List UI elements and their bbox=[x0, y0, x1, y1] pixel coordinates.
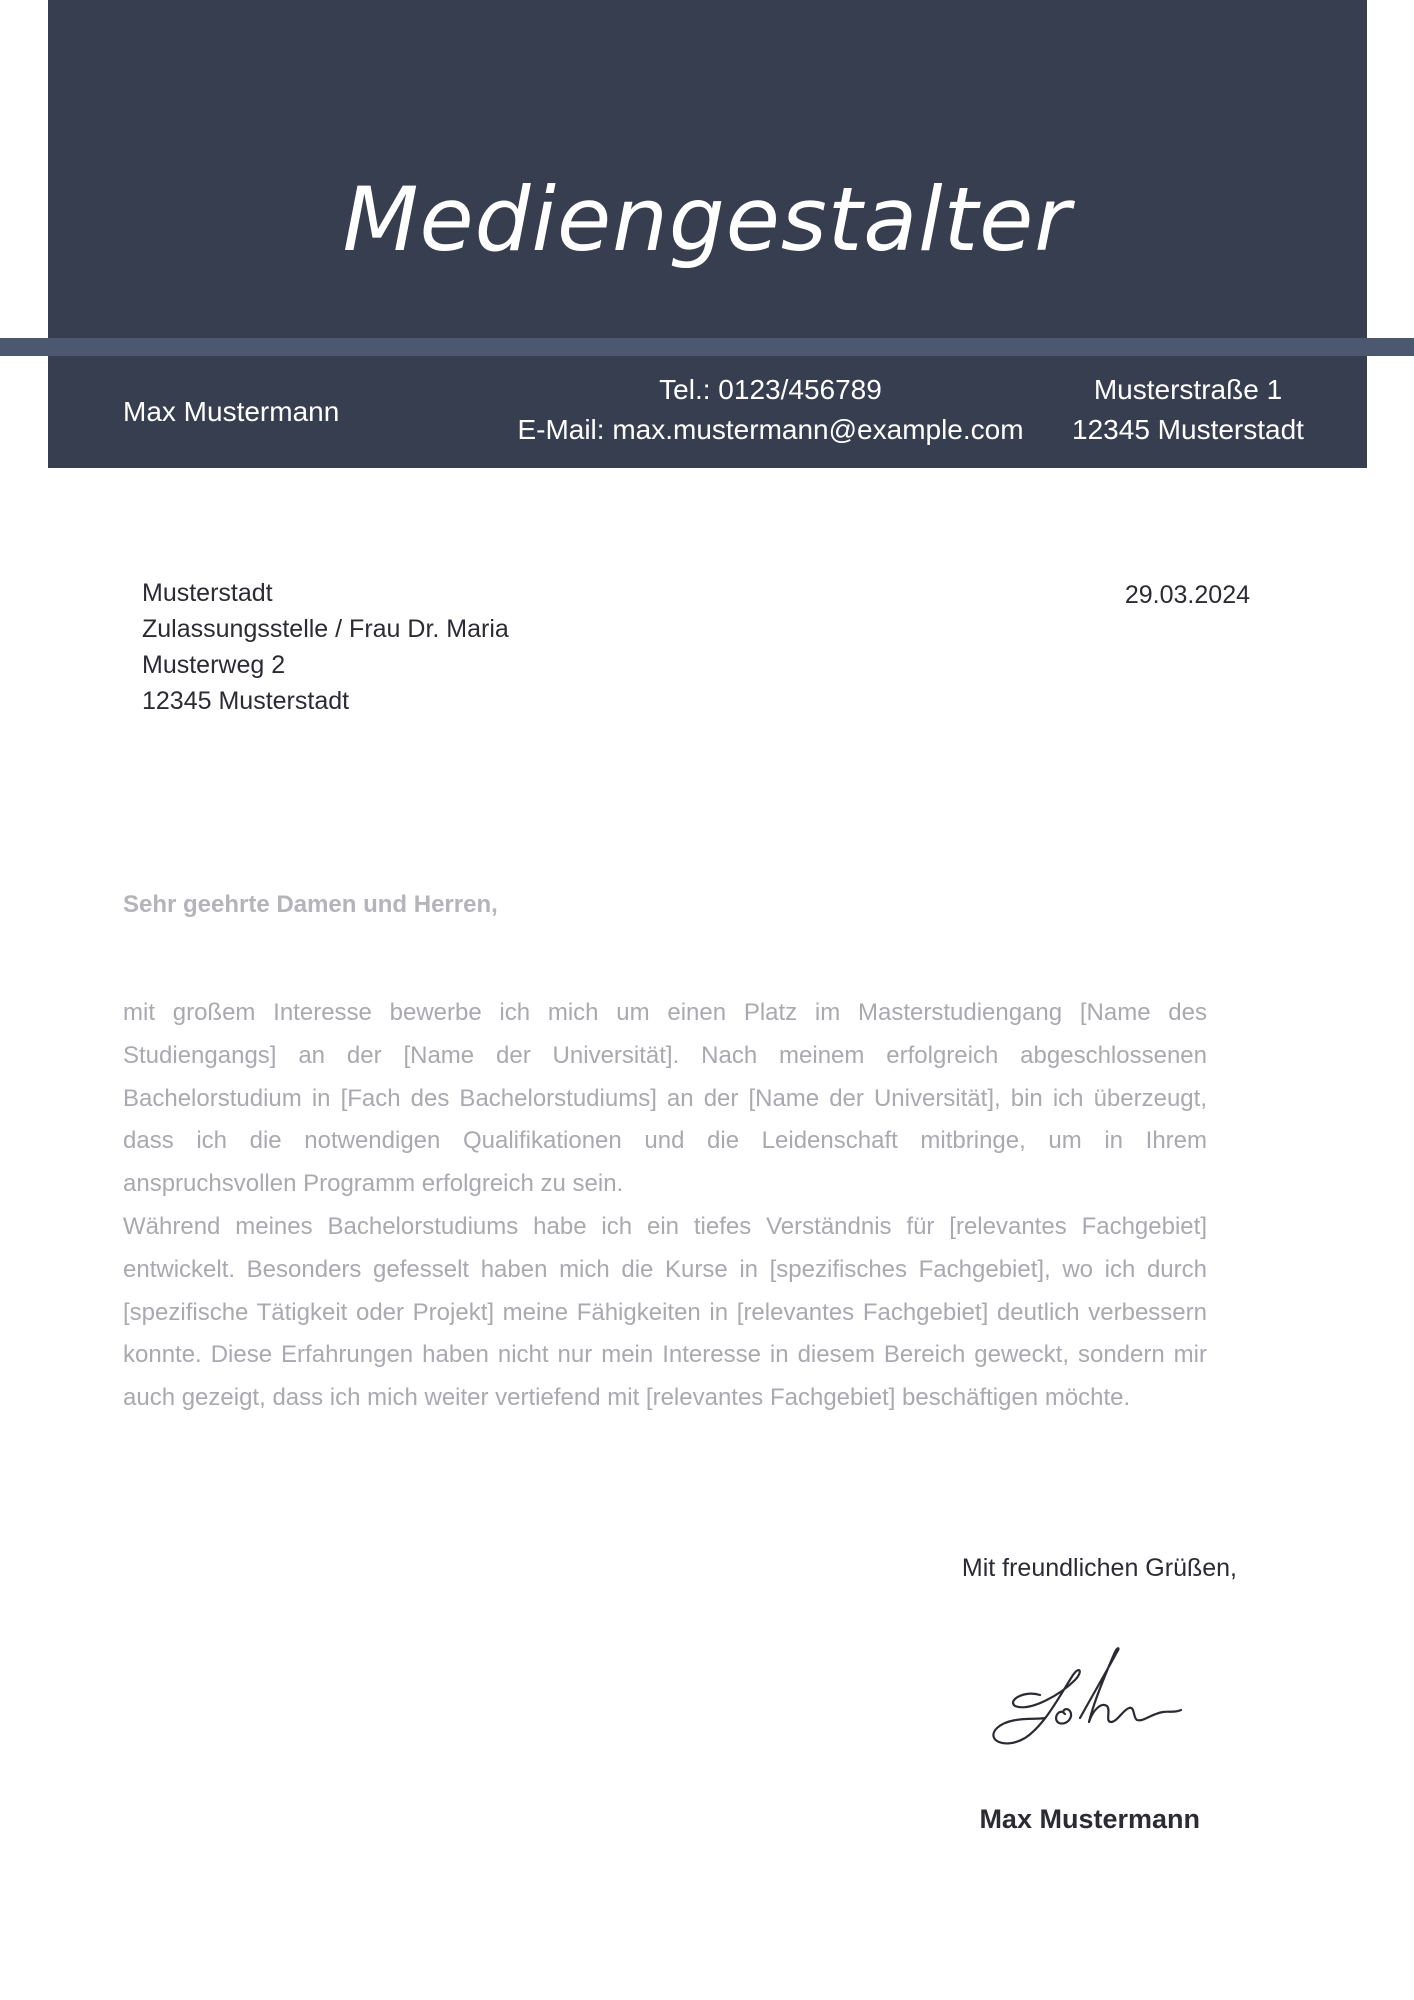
contact-address bbox=[1038, 370, 1338, 450]
contact-phone: Tel.: 0123/456789 bbox=[659, 374, 882, 405]
contact-street: Musterstraße 1 bbox=[1093, 374, 1283, 405]
sender-name: Max Mustermann bbox=[979, 1804, 1200, 1834]
contact-name: Max Mustermann bbox=[123, 396, 340, 427]
contact-email: E-Mail: max.mustermann@example.com bbox=[517, 414, 1024, 445]
recipient-line: Musterweg 2 bbox=[142, 651, 286, 679]
body-paragraph: mit großem Interesse bewerbe ich mich um einen Platz im Masterstudiengang [Name des Studiengangs] an der [Name der Universität]. Nach meinem erfolgreich abgeschlossenen Bachelorstudium in [Fach des Bachelorstudiums] an der [Name der Universität], bin ich überzeugt, dass ich die notwendigen Qualifikationen und die Leidenschaft mitbringe, um in Ihrem anspruchsvollen Programm erfolgreich zu sein. bbox=[123, 999, 1207, 1198]
recipient-line: Musterstadt bbox=[142, 579, 273, 607]
accent-stripe bbox=[0, 338, 1414, 356]
contact-city: 12345 Musterstadt bbox=[1072, 414, 1304, 445]
contact-phone-email bbox=[428, 370, 1113, 450]
contact-band bbox=[48, 356, 1367, 468]
salutation: Sehr geehrte Damen und Herren, bbox=[123, 891, 498, 918]
letter-date: 29.03.2024 bbox=[1124, 581, 1250, 609]
letter-body bbox=[123, 992, 1207, 1420]
recipient-line: 12345 Musterstadt bbox=[142, 687, 350, 715]
recipient-address bbox=[142, 575, 509, 719]
job-title: Mediengestalter bbox=[342, 168, 1072, 271]
body-paragraph: Während meines Bachelorstudiums habe ich ein tiefes Verständnis für [relevantes Fachgebiet] entwickelt. Besonders gefesselt haben mich die Kurse in [spezifisches Fachgebiet], wo ich durch [spezifische Tätigkeit oder Projekt] meine Fähigkeiten in [relevantes Fachgebiet] deutlich verbessern konnte. Diese Erfahrungen haben nicht nur mein Interesse in diesem Bereich geweckt, sondern mir auch gezeigt, dass ich mich weiter vertiefend mit [relevantes Fachgebiet] beschäftigen möchte. bbox=[123, 1212, 1207, 1412]
signature-image bbox=[985, 1640, 1185, 1760]
recipient-line: Zulassungsstelle / Frau Dr. Maria bbox=[142, 615, 509, 643]
closing: Mit freundlichen Grüßen, bbox=[961, 1554, 1237, 1582]
